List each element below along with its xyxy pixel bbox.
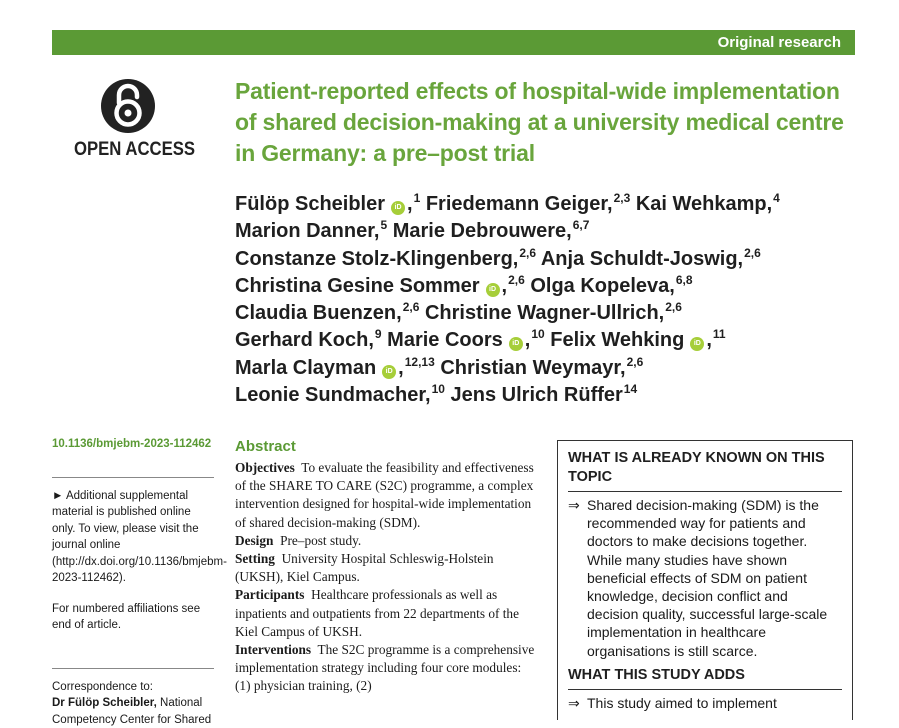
doi-link[interactable]: 10.1136/bmjebm-2023-112462 — [52, 436, 214, 453]
author-affiliation: 1 — [414, 191, 421, 205]
author-name: Gerhard Koch, — [235, 329, 374, 351]
author-affiliation: 5 — [380, 218, 387, 232]
abstract-section-label: Participants — [235, 587, 304, 602]
author-name: Claudia Buenzen, — [235, 302, 402, 324]
author-affiliation: 2,6 — [403, 300, 420, 314]
author-affiliation: 14 — [624, 382, 637, 396]
abstract-section — [235, 641, 537, 696]
author-name: Christian Weymayr, — [440, 357, 625, 379]
author-name: Anja Schuldt-Joswig, — [541, 248, 743, 270]
author-name: Marie Coors — [387, 329, 503, 351]
abstract — [235, 437, 537, 696]
author-affiliation: 2,6 — [519, 246, 536, 260]
correspondence-detail — [52, 695, 214, 728]
author-name: Friedemann Geiger, — [426, 193, 613, 215]
supplemental-note — [52, 467, 214, 587]
author-list: Fülöp Scheibler iD ,$^1$ Friedemann Geiger,$^{2,3}$ Kai Wehkamp,$^4$ Marion Danner,$^5$ Marie Debrouwere,$^{6,7}$ Constanze Stolz-Klingenberg,$^{2,6}$ Anja Schuldt-Joswig,$^{2,6}$ Christina Gesine Sommer iD ,$^{2,6}$ Olga Kopeleva,$^{6,8}$ Claudia Buenzen,$^{2,6}$ Christine Wagner-Ullrich,$^{2,6}$ Gerhard Koch,$^9$ Marie Coors iD ,$^{10}$ Felix Wehking iD ,$^{11}$ Marla Clayman iD ,$^{12,13}$ Christian Weymayr,$^{2,6}$ Leonie Sundmacher,$^{10}$ Jens Ulrich Rüffer$^{14}$ — [235, 191, 855, 409]
correspondence-label: Correspondence to: — [52, 679, 214, 696]
author-name: Marion Danner, — [235, 220, 379, 242]
known-topic-heading: WHAT IS ALREADY KNOWN ON THIS TOPIC — [568, 449, 842, 492]
orcid-icon[interactable]: iD — [391, 201, 405, 215]
author-name: Marie Debrouwere, — [393, 220, 572, 242]
author-name: Fülöp Scheibler — [235, 193, 385, 215]
author-affiliation: 2,3 — [614, 191, 631, 205]
author-name: Jens Ulrich Rüffer — [451, 384, 623, 406]
abstract-section-label: Setting — [235, 551, 275, 566]
author-affiliation: 10 — [432, 382, 445, 396]
section-banner — [52, 30, 855, 55]
author-affiliation: 10 — [531, 327, 544, 341]
key-messages-box — [557, 440, 853, 720]
article-type-label: Original research — [718, 34, 841, 51]
abstract-section-text: University Hospital Schleswig-Holstein (UKSH), Kiel Campus. — [235, 551, 494, 584]
author-name: Christina Gesine Sommer — [235, 275, 480, 297]
author-name: Christine Wagner-Ullrich, — [425, 302, 664, 324]
author-name: Olga Kopeleva, — [530, 275, 675, 297]
abstract-section-text: To evaluate the feasibility and effectiveness of the SHARE TO CARE (S2C) programme, a complex intervention designed for hospital-wide implementation of shared decision-making (SDM). — [235, 460, 534, 530]
abstract-section — [235, 550, 537, 586]
abstract-section-label: Design — [235, 533, 273, 548]
author-affiliation: 2,6 — [627, 355, 644, 369]
left-sidebar — [52, 436, 214, 728]
orcid-icon[interactable]: iD — [690, 337, 704, 351]
abstract-section-label: Interventions — [235, 642, 311, 657]
divider — [52, 477, 214, 478]
author-name: Kai Wehkamp, — [636, 193, 772, 215]
abstract-section — [235, 586, 537, 641]
correspondence-affiliation: National Competency Center for Shared — [52, 697, 211, 726]
key-message-text: This study aimed to implement — [587, 695, 777, 711]
affiliations-note: For numbered affiliations see end of article. — [52, 601, 214, 634]
orcid-icon[interactable]: iD — [486, 283, 500, 297]
abstract-section-text: The S2C programme is a comprehensive implementation strategy including four core modules: (1) physician training, (2) — [235, 642, 534, 693]
author-affiliation: 4 — [773, 191, 780, 205]
author-affiliation: 2,6 — [508, 273, 525, 287]
key-message-item — [568, 496, 842, 660]
abstract-section-label: Objectives — [235, 460, 295, 475]
open-access-lock-icon — [100, 78, 156, 134]
author-name: Felix Wehking — [550, 329, 684, 351]
abstract-section-text: Healthcare professionals as well as inpatients and outpatients from 22 departments of the Kiel Campus of UKSH. — [235, 587, 519, 638]
arrow-icon: ⇒ — [568, 694, 580, 712]
author-affiliation: 9 — [375, 327, 382, 341]
key-message-item — [568, 694, 842, 712]
key-message-text: Shared decision-making (SDM) is the recommended way for patients and doctors to make decisions together. While many studies have shown beneficial effects of SDM on patient knowledge, decision conflict and decision quality, successful large-scale implementation in healthcare organisations is still scarce. — [587, 497, 827, 659]
abstract-heading: Abstract — [235, 437, 537, 457]
author-affiliation: 2,6 — [744, 246, 761, 260]
author-affiliation: 2,6 — [665, 300, 682, 314]
author-affiliation: 11 — [713, 327, 726, 341]
supplemental-text: ► Additional supplemental material is published online only. To view, please visit the journal online (http://dx.doi.org/10.1136/bmjebm-2023-112462). — [52, 488, 214, 587]
divider — [52, 668, 214, 669]
author-affiliation: 6,8 — [676, 273, 693, 287]
arrow-icon: ⇒ — [568, 496, 580, 514]
article-title: Patient-reported effects of hospital-wide implementation of shared decision-making at a university medical centre in Germany: a pre–post trial — [235, 76, 845, 169]
study-adds-heading: WHAT THIS STUDY ADDS — [568, 666, 842, 690]
author-name: Leonie Sundmacher, — [235, 384, 431, 406]
correspondence-block — [52, 658, 214, 728]
author-name: Marla Clayman — [235, 357, 376, 379]
correspondence-name: Dr Fülöp Scheibler, — [52, 697, 157, 709]
open-access-label: OPEN ACCESS — [74, 139, 171, 161]
abstract-section — [235, 532, 537, 550]
orcid-icon[interactable]: iD — [382, 365, 396, 379]
author-affiliation: 6,7 — [573, 218, 590, 232]
abstract-section — [235, 459, 537, 532]
author-affiliation: 12,13 — [405, 355, 435, 369]
author-name: Constanze Stolz-Klingenberg, — [235, 248, 518, 270]
abstract-section-text: Pre–post study. — [280, 533, 361, 548]
orcid-icon[interactable]: iD — [509, 337, 523, 351]
